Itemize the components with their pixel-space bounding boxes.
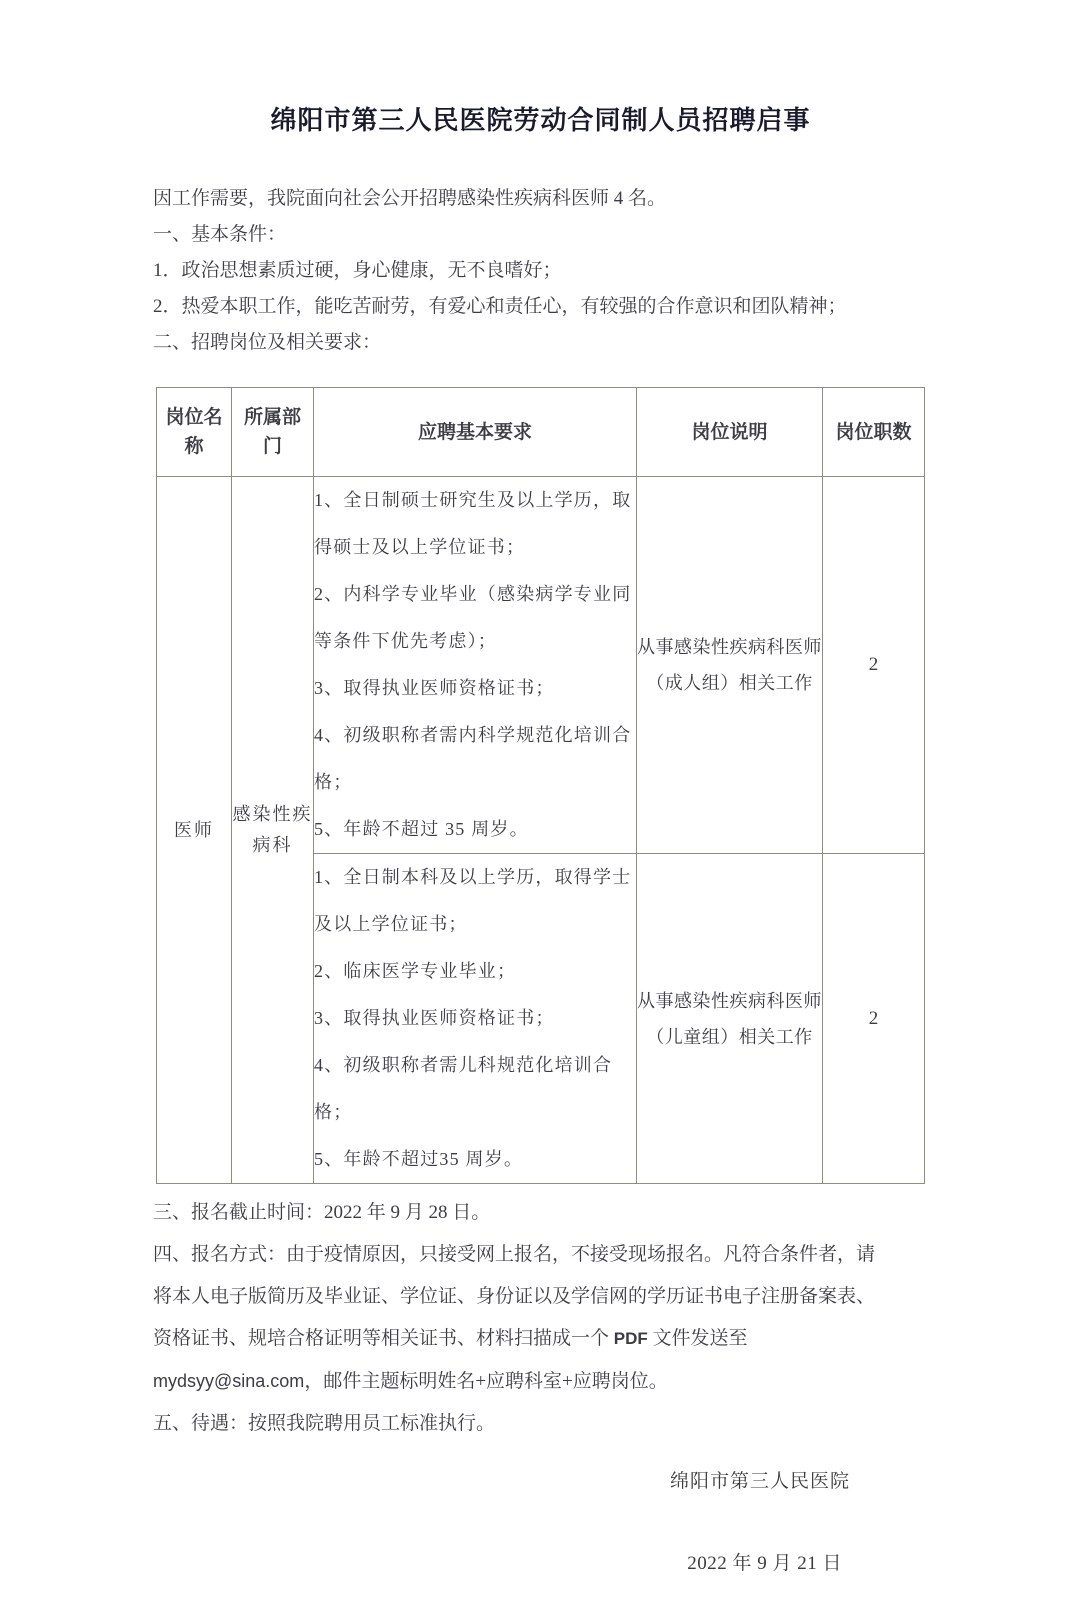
requirement-line: 等条件下优先考虑）； — [314, 631, 497, 651]
requirement-line: 2、内科学专业毕业（感染病学专业同 — [314, 584, 632, 604]
method-line3-suffix: 文件发送至 — [647, 1328, 748, 1349]
cell-requirements-child — [314, 854, 637, 1184]
table-row — [157, 477, 925, 854]
method-paragraph-line1: 四、报名方式：由于疫情原因，只接受网上报名，不接受现场报名。凡符合条件者，请 — [153, 1244, 876, 1265]
header-requirements: 应聘基本要求 — [314, 388, 637, 477]
signature-date: 2022 年 9 月 21 日 — [687, 1553, 842, 1574]
deadline-paragraph: 三、报名截止时间：2022 年 9 月 28 日。 — [153, 1202, 491, 1223]
requirement-line: 3、取得执业医师资格证书； — [314, 1008, 555, 1028]
intro-line-5: 二、招聘岗位及相关要求： — [153, 332, 382, 353]
requirement-line: 格； — [314, 1102, 353, 1122]
page-title: 绵阳市第三人民医院劳动合同制人员招聘启事 — [270, 106, 811, 135]
table-header-row — [157, 388, 925, 477]
intro-line-1: 因工作需要，我院面向社会公开招聘感染性疾病科医师 4 名。 — [153, 188, 667, 209]
pdf-keyword: PDF — [613, 1329, 648, 1348]
requirement-line: 5、年龄不超过35 周岁。 — [314, 1149, 524, 1169]
email-paragraph — [153, 1360, 928, 1403]
intro-line-2: 一、基本条件： — [153, 224, 287, 245]
tail-section — [153, 1184, 928, 1445]
signature-block — [153, 1445, 928, 1579]
requirement-line: 3、取得执业医师资格证书； — [314, 678, 555, 698]
requirement-line: 1、全日制本科及以上学历，取得学士 — [314, 867, 632, 887]
method-paragraph-line3 — [153, 1318, 928, 1360]
requirement-line: 4、初级职称者需内科学规范化培训合 — [314, 725, 632, 745]
treatment-paragraph: 五、待遇：按照我院聘用员工标准执行。 — [153, 1413, 496, 1434]
header-description: 岗位说明 — [637, 388, 823, 477]
intro-section — [153, 137, 928, 361]
cell-description-adult: 从事感染性疾病科医师（成人组）相关工作 — [637, 477, 823, 854]
contact-email[interactable]: mydsyy@sina.com — [153, 1371, 305, 1391]
header-department: 所属部门 — [232, 388, 314, 477]
method-paragraph-line2: 将本人电子版简历及毕业证、学位证、身份证以及学信网的学历证书电子注册备案表、 — [153, 1286, 876, 1307]
requirement-line: 1、全日制硕士研究生及以上学历，取 — [314, 490, 632, 510]
header-position-name: 岗位名称 — [157, 388, 232, 477]
requirement-line: 及以上学位证书； — [314, 914, 468, 934]
requirement-line: 4、初级职称者需儿科规范化培训合 — [314, 1055, 613, 1075]
cell-count-child: 2 — [823, 854, 925, 1184]
requirement-line: 2、临床医学专业毕业； — [314, 961, 517, 981]
recruitment-table — [156, 387, 925, 1184]
intro-line-3: 1．政治思想素质过硬，身心健康，无不良嗜好； — [153, 260, 562, 281]
header-count: 岗位职数 — [823, 388, 925, 477]
cell-requirements-adult — [314, 477, 637, 854]
cell-description-child: 从事感染性疾病科医师（儿童组）相关工作 — [637, 854, 823, 1184]
cell-position-name: 医师 — [157, 477, 232, 1184]
email-suffix-text: ，邮件主题标明姓名+应聘科室+应聘岗位。 — [304, 1371, 668, 1392]
cell-count-adult: 2 — [823, 477, 925, 854]
cell-department: 感染性疾病科 — [232, 477, 314, 1184]
requirement-line: 5、年龄不超过 35 周岁。 — [314, 819, 529, 839]
method-line3-prefix: 资格证书、规培合格证明等相关证书、材料扫描成一个 — [153, 1328, 614, 1349]
signature-organization: 绵阳市第三人民医院 — [669, 1471, 850, 1492]
requirement-line: 格； — [314, 772, 353, 792]
intro-line-4: 2．热爱本职工作，能吃苦耐劳，有爱心和责任心，有较强的合作意识和团队精神； — [153, 296, 847, 317]
requirement-line: 得硕士及以上学位证书； — [314, 537, 526, 557]
